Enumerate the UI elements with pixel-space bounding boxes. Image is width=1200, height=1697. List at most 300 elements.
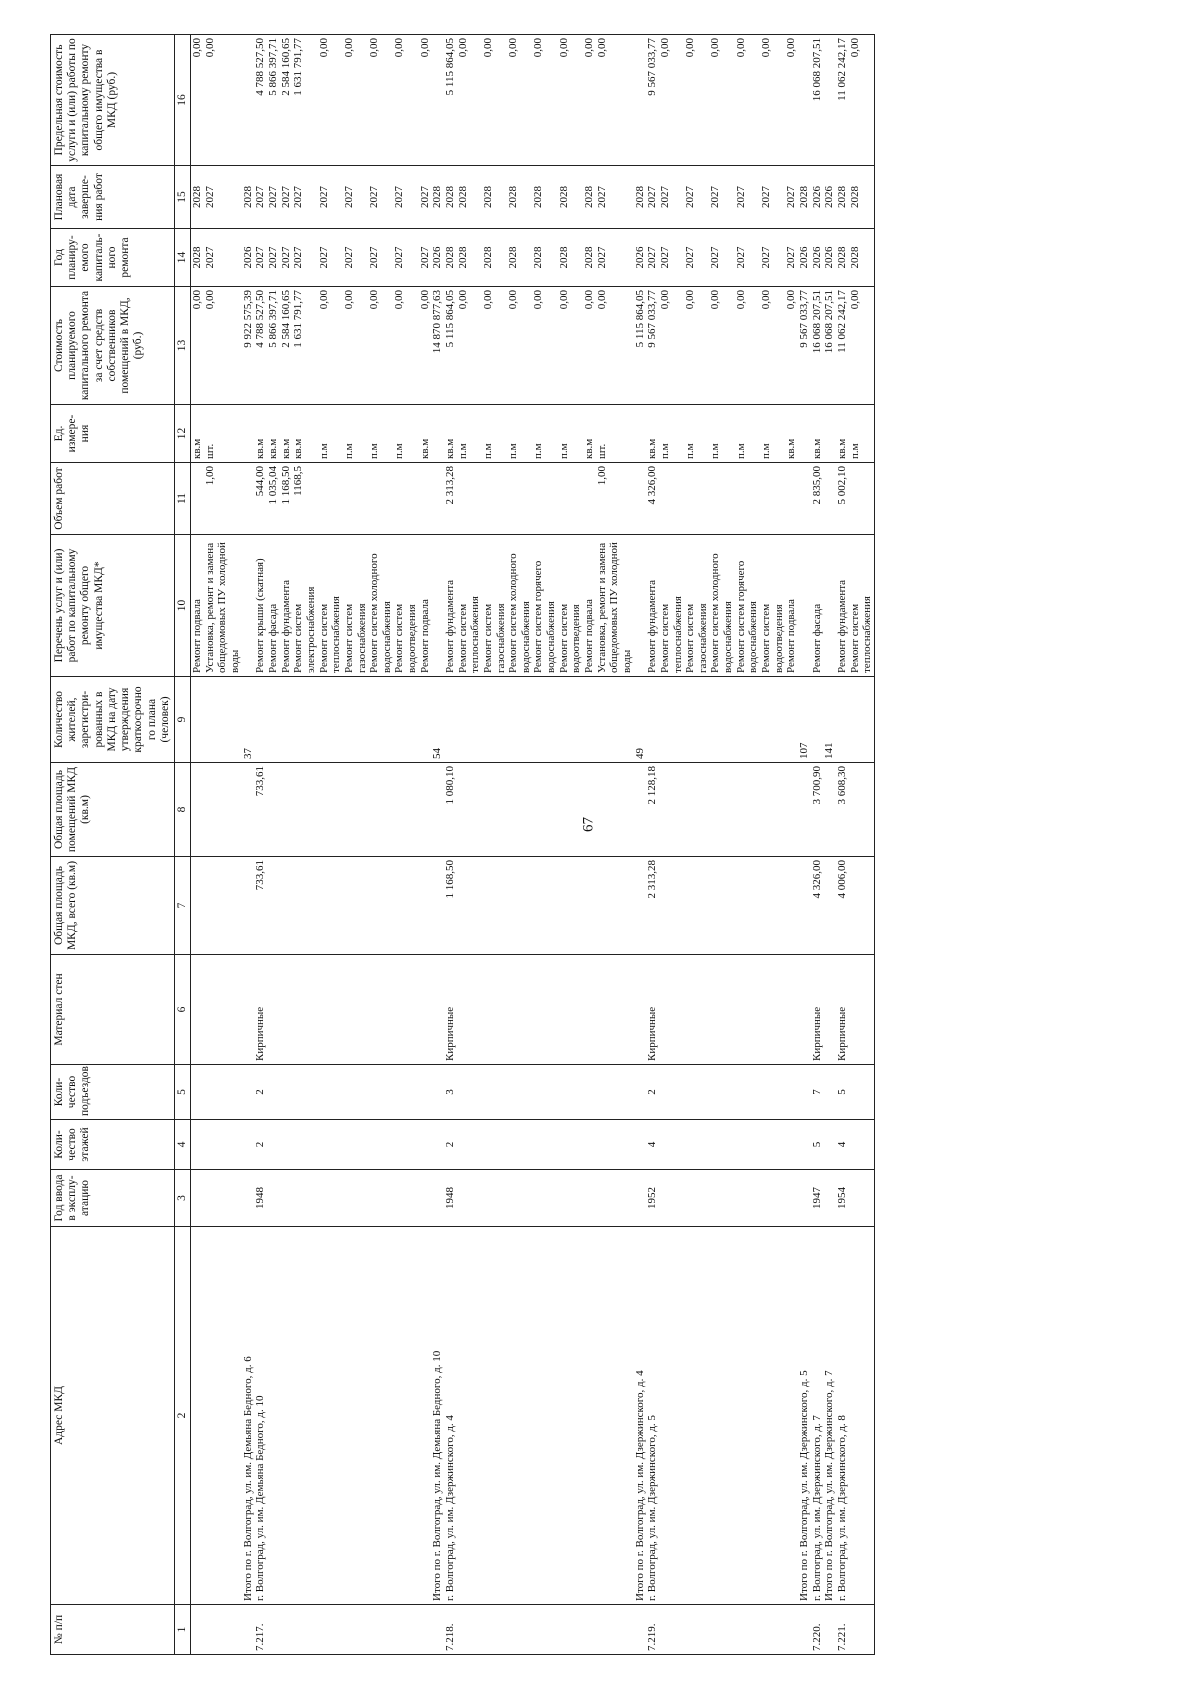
cell-row-number xyxy=(242,1605,255,1655)
col-header: Общая площадь помещений МКД (кв.м) xyxy=(51,763,175,857)
cell-repair-year: 2028 xyxy=(558,229,583,287)
cell-owner-cost: 14 870 877,63 xyxy=(431,287,444,405)
table-row xyxy=(596,35,634,1655)
cell-owner-cost: 0,00 xyxy=(191,287,204,405)
cell-max-cost: 0,00 xyxy=(457,35,482,166)
cell-max-cost xyxy=(242,35,255,166)
cell-unit: п.м xyxy=(482,405,507,463)
cell-owner-cost: 0,00 xyxy=(532,287,557,405)
cell-owner-cost: 0,00 xyxy=(583,287,596,405)
cell-floors: 4 xyxy=(836,1120,849,1170)
cell-entrances: 2 xyxy=(254,1065,267,1120)
table-row xyxy=(849,35,875,1655)
cell-floors xyxy=(242,1120,255,1170)
table-row xyxy=(368,35,393,1655)
col-header: Количество жителей, зарегистри-рованных в МКД на дату утверждения краткосрочно го плана (человек) xyxy=(51,677,175,763)
cell-residents xyxy=(760,677,785,763)
cell-address xyxy=(393,1227,418,1605)
cell-row-number xyxy=(849,1605,875,1655)
cell-completion-date: 2028 xyxy=(507,166,532,229)
cell-premises-area xyxy=(292,763,317,857)
cell-completion-date: 2027 xyxy=(646,166,659,229)
cell-entrances xyxy=(507,1065,532,1120)
cell-max-cost: 0,00 xyxy=(343,35,368,166)
cell-work-type: Ремонт систем холодного водоснабжения xyxy=(507,535,532,677)
cell-row-number: 7.217. xyxy=(254,1605,267,1655)
cell-premises-area xyxy=(580,763,597,857)
cell-max-cost: 1 631 791,77 xyxy=(292,35,317,166)
cell-completion-date: 2028 xyxy=(532,166,557,229)
cell-completion-date: 2028 xyxy=(849,166,875,229)
cell-work-type xyxy=(798,535,811,677)
cell-completion-date: 2028 xyxy=(482,166,507,229)
cell-completion-date: 2027 xyxy=(280,166,293,229)
cell-repair-year: 2027 xyxy=(709,229,734,287)
cell-work-type: Ремонт систем горячего водоснабжения xyxy=(532,535,557,677)
cell-wall-material xyxy=(191,955,204,1065)
cell-completion-date: 2028 xyxy=(583,166,596,229)
cell-row-number xyxy=(798,1605,811,1655)
table-row xyxy=(558,35,583,1655)
cell-premises-area xyxy=(280,763,293,857)
cell-unit: п.м xyxy=(684,405,709,463)
cell-total-area xyxy=(242,857,255,955)
cell-unit: кв.м xyxy=(836,405,849,463)
cell-max-cost: 5 866 397,71 xyxy=(267,35,280,166)
cell-entrances xyxy=(280,1065,293,1120)
cell-row-number xyxy=(583,1605,596,1655)
cell-residents xyxy=(444,677,457,763)
cell-premises-area xyxy=(634,763,647,857)
cell-owner-cost: 4 788 527,50 xyxy=(254,287,267,405)
cell-year-built xyxy=(709,1170,734,1227)
cell-work-type: Ремонт систем теплоснабжения xyxy=(659,535,684,677)
capital-repair-table xyxy=(50,34,875,1655)
col-header: Перечень услуг и (или) работ по капитальному ремонту общего имущества МКД* xyxy=(51,535,175,677)
cell-year-built xyxy=(798,1170,811,1227)
cell-owner-cost: 16 068 207,51 xyxy=(823,287,836,405)
cell-residents xyxy=(191,677,204,763)
cell-total-area: 2 313,28 xyxy=(646,857,659,955)
cell-row-number xyxy=(760,1605,785,1655)
cell-address xyxy=(583,1227,596,1605)
cell-residents xyxy=(596,677,634,763)
cell-work-volume xyxy=(318,463,343,535)
table-row xyxy=(583,35,596,1655)
cell-entrances xyxy=(532,1065,557,1120)
cell-floors xyxy=(393,1120,418,1170)
cell-unit: кв.м xyxy=(785,405,798,463)
cell-total-area xyxy=(785,857,798,955)
cell-max-cost: 0,00 xyxy=(684,35,709,166)
cell-premises-area xyxy=(532,763,557,857)
cell-work-type: Ремонт систем водоотведения xyxy=(558,535,583,677)
cell-residents xyxy=(583,677,596,763)
cell-year-built xyxy=(482,1170,507,1227)
cell-year-built xyxy=(419,1170,432,1227)
cell-year-built xyxy=(191,1170,204,1227)
cell-address: Итого по г. Волгоград, ул. им. Дзержинского, д. 7 xyxy=(823,1227,836,1605)
cell-work-type: Ремонт систем холодного водоснабжения xyxy=(709,535,734,677)
cell-work-type: Ремонт фасада xyxy=(811,535,824,677)
cell-address: Итого по г. Волгоград, ул. им. Дзержинского, д. 4 xyxy=(634,1227,647,1605)
cell-year-built: 1947 xyxy=(811,1170,824,1227)
cell-residents: 54 xyxy=(431,677,444,763)
col-number: 1 xyxy=(174,1605,190,1655)
cell-entrances xyxy=(204,1065,242,1120)
cell-address xyxy=(191,1227,204,1605)
cell-floors xyxy=(292,1120,317,1170)
cell-work-volume xyxy=(634,463,647,535)
cell-premises-area xyxy=(191,763,204,857)
cell-premises-area xyxy=(267,763,280,857)
cell-max-cost: 2 584 160,65 xyxy=(280,35,293,166)
cell-premises-area: 3 608,30 xyxy=(836,763,849,857)
cell-work-volume xyxy=(431,463,444,535)
cell-repair-year: 2027 xyxy=(646,229,659,287)
table-row xyxy=(836,35,849,1655)
cell-work-volume: 1 035,04 xyxy=(267,463,280,535)
cell-unit: кв.м xyxy=(267,405,280,463)
cell-floors xyxy=(684,1120,709,1170)
cell-wall-material: Кирпичные xyxy=(254,955,267,1065)
cell-unit: п.м xyxy=(849,405,875,463)
col-header: Ед. измере-ния xyxy=(51,405,175,463)
cell-owner-cost: 0,00 xyxy=(684,287,709,405)
cell-row-number xyxy=(267,1605,280,1655)
cell-address xyxy=(596,1227,634,1605)
cell-repair-year: 2027 xyxy=(785,229,798,287)
cell-max-cost: 0,00 xyxy=(785,35,798,166)
cell-wall-material xyxy=(709,955,734,1065)
cell-work-type: Ремонт фундамента xyxy=(280,535,293,677)
cell-completion-date: 2028 xyxy=(558,166,583,229)
cell-unit xyxy=(823,405,836,463)
cell-row-number xyxy=(596,1605,634,1655)
table-row xyxy=(760,35,785,1655)
cell-owner-cost: 9 567 033,77 xyxy=(646,287,659,405)
cell-row-number xyxy=(292,1605,317,1655)
cell-work-type xyxy=(431,535,444,677)
cell-work-volume xyxy=(760,463,785,535)
cell-floors: 2 xyxy=(444,1120,457,1170)
cell-total-area: 4 326,00 xyxy=(811,857,824,955)
cell-max-cost xyxy=(634,35,647,166)
cell-address xyxy=(532,1227,557,1605)
cell-year-built xyxy=(242,1170,255,1227)
cell-year-built xyxy=(507,1170,532,1227)
cell-total-area xyxy=(457,857,482,955)
cell-floors: 4 xyxy=(646,1120,659,1170)
cell-year-built: 1948 xyxy=(444,1170,457,1227)
cell-owner-cost: 0,00 xyxy=(507,287,532,405)
cell-residents xyxy=(836,677,849,763)
cell-residents xyxy=(659,677,684,763)
table-row xyxy=(482,35,507,1655)
cell-address xyxy=(709,1227,734,1605)
cell-wall-material xyxy=(343,955,368,1065)
cell-max-cost: 9 567 033,77 xyxy=(646,35,659,166)
cell-max-cost: 0,00 xyxy=(368,35,393,166)
table-row xyxy=(419,35,432,1655)
cell-address xyxy=(457,1227,482,1605)
cell-premises-area: 2 128,18 xyxy=(646,763,659,857)
cell-address: г. Волгоград, ул. им. Дзержинского, д. 7 xyxy=(811,1227,824,1605)
cell-floors xyxy=(280,1120,293,1170)
cell-premises-area xyxy=(684,763,709,857)
cell-repair-year: 2027 xyxy=(254,229,267,287)
cell-unit: п.м xyxy=(457,405,482,463)
cell-row-number xyxy=(735,1605,760,1655)
rotated-table-container xyxy=(50,35,1153,1655)
cell-wall-material xyxy=(634,955,647,1065)
cell-address xyxy=(204,1227,242,1605)
cell-repair-year: 2026 xyxy=(811,229,824,287)
cell-residents xyxy=(507,677,532,763)
cell-premises-area xyxy=(242,763,255,857)
cell-row-number xyxy=(280,1605,293,1655)
cell-completion-date: 2027 xyxy=(267,166,280,229)
cell-premises-area xyxy=(823,763,836,857)
cell-premises-area xyxy=(798,763,811,857)
cell-repair-year: 2027 xyxy=(596,229,634,287)
cell-total-area xyxy=(583,857,596,955)
cell-work-volume xyxy=(558,463,583,535)
cell-completion-date: 2028 xyxy=(444,166,457,229)
cell-work-volume: 4 326,00 xyxy=(646,463,659,535)
cell-wall-material xyxy=(457,955,482,1065)
cell-repair-year: 2027 xyxy=(204,229,242,287)
cell-owner-cost: 11 062 242,17 xyxy=(836,287,849,405)
cell-max-cost xyxy=(823,35,836,166)
cell-entrances xyxy=(242,1065,255,1120)
cell-wall-material xyxy=(684,955,709,1065)
col-header: Стоимость планируемого капитального ремонта за счет средств собственников помещений в МКД, (руб.) xyxy=(51,287,175,405)
cell-premises-area xyxy=(507,763,532,857)
cell-repair-year: 2026 xyxy=(634,229,647,287)
cell-wall-material xyxy=(760,955,785,1065)
cell-total-area xyxy=(684,857,709,955)
cell-unit: шт. xyxy=(204,405,242,463)
cell-completion-date: 2027 xyxy=(343,166,368,229)
cell-completion-date: 2027 xyxy=(785,166,798,229)
page-number: 67 xyxy=(580,817,597,832)
cell-work-volume xyxy=(798,463,811,535)
cell-residents xyxy=(646,677,659,763)
cell-total-area xyxy=(343,857,368,955)
cell-residents xyxy=(811,677,824,763)
cell-floors xyxy=(431,1120,444,1170)
cell-residents xyxy=(785,677,798,763)
cell-unit: п.м xyxy=(760,405,785,463)
cell-unit: кв.м xyxy=(292,405,317,463)
cell-total-area xyxy=(558,857,583,955)
cell-unit: п.м xyxy=(507,405,532,463)
cell-repair-year: 2027 xyxy=(684,229,709,287)
cell-completion-date: 2028 xyxy=(798,166,811,229)
cell-work-type: Ремонт подвала xyxy=(191,535,204,677)
cell-repair-year: 2028 xyxy=(836,229,849,287)
cell-floors xyxy=(482,1120,507,1170)
cell-row-number xyxy=(659,1605,684,1655)
cell-entrances xyxy=(849,1065,875,1120)
cell-work-volume xyxy=(242,463,255,535)
cell-total-area xyxy=(507,857,532,955)
cell-residents xyxy=(280,677,293,763)
table-row xyxy=(204,35,242,1655)
cell-owner-cost: 5 866 397,71 xyxy=(267,287,280,405)
cell-wall-material xyxy=(431,955,444,1065)
cell-repair-year: 2027 xyxy=(760,229,785,287)
cell-entrances: 2 xyxy=(646,1065,659,1120)
cell-repair-year: 2028 xyxy=(849,229,875,287)
cell-year-built xyxy=(849,1170,875,1227)
cell-repair-year: 2027 xyxy=(343,229,368,287)
cell-row-number: 7.219. xyxy=(646,1605,659,1655)
cell-residents xyxy=(393,677,418,763)
cell-row-number xyxy=(532,1605,557,1655)
cell-year-built xyxy=(684,1170,709,1227)
cell-premises-area xyxy=(343,763,368,857)
cell-floors: 2 xyxy=(254,1120,267,1170)
cell-wall-material xyxy=(849,955,875,1065)
cell-unit: п.м xyxy=(343,405,368,463)
cell-repair-year: 2027 xyxy=(368,229,393,287)
cell-work-volume: 1 168,50 xyxy=(280,463,293,535)
cell-unit: кв.м xyxy=(254,405,267,463)
cell-row-number: 7.218. xyxy=(444,1605,457,1655)
cell-owner-cost: 1 631 791,77 xyxy=(292,287,317,405)
cell-unit: кв.м xyxy=(646,405,659,463)
cell-entrances xyxy=(267,1065,280,1120)
cell-repair-year: 2027 xyxy=(735,229,760,287)
cell-work-type: Ремонт систем горячего водоснабжения xyxy=(735,535,760,677)
cell-year-built xyxy=(532,1170,557,1227)
col-number: 6 xyxy=(174,955,190,1065)
cell-premises-area: 1 080,10 xyxy=(444,763,457,857)
cell-owner-cost: 0,00 xyxy=(709,287,734,405)
cell-entrances xyxy=(583,1065,596,1120)
cell-floors xyxy=(532,1120,557,1170)
table-row xyxy=(684,35,709,1655)
cell-unit: п.м xyxy=(659,405,684,463)
cell-year-built xyxy=(280,1170,293,1227)
cell-floors xyxy=(368,1120,393,1170)
cell-unit xyxy=(431,405,444,463)
cell-max-cost: 16 068 207,51 xyxy=(811,35,824,166)
table-row xyxy=(393,35,418,1655)
cell-completion-date: 2027 xyxy=(204,166,242,229)
cell-row-number xyxy=(507,1605,532,1655)
cell-address xyxy=(760,1227,785,1605)
cell-row-number xyxy=(393,1605,418,1655)
cell-year-built xyxy=(267,1170,280,1227)
cell-wall-material xyxy=(785,955,798,1065)
cell-max-cost: 0,00 xyxy=(849,35,875,166)
table-row xyxy=(634,35,647,1655)
cell-repair-year: 2027 xyxy=(280,229,293,287)
cell-row-number xyxy=(558,1605,583,1655)
cell-work-volume xyxy=(343,463,368,535)
cell-wall-material xyxy=(735,955,760,1065)
cell-address xyxy=(482,1227,507,1605)
cell-repair-year: 2026 xyxy=(798,229,811,287)
cell-year-built xyxy=(634,1170,647,1227)
cell-owner-cost: 16 068 207,51 xyxy=(811,287,824,405)
cell-owner-cost: 0,00 xyxy=(849,287,875,405)
cell-residents xyxy=(254,677,267,763)
cell-premises-area xyxy=(558,763,583,857)
cell-wall-material xyxy=(596,955,634,1065)
cell-wall-material: Кирпичные xyxy=(811,955,824,1065)
cell-owner-cost: 0,00 xyxy=(596,287,634,405)
cell-completion-date: 2027 xyxy=(318,166,343,229)
cell-wall-material xyxy=(659,955,684,1065)
table-row xyxy=(709,35,734,1655)
cell-completion-date: 2028 xyxy=(457,166,482,229)
cell-address xyxy=(849,1227,875,1605)
cell-repair-year: 2027 xyxy=(267,229,280,287)
cell-floors xyxy=(507,1120,532,1170)
cell-entrances xyxy=(558,1065,583,1120)
cell-work-type: Ремонт фундамента xyxy=(836,535,849,677)
cell-owner-cost: 0,00 xyxy=(558,287,583,405)
cell-wall-material xyxy=(798,955,811,1065)
cell-entrances xyxy=(343,1065,368,1120)
cell-completion-date: 2026 xyxy=(823,166,836,229)
cell-unit: п.м xyxy=(368,405,393,463)
cell-residents xyxy=(849,677,875,763)
cell-row-number: 7.221. xyxy=(836,1605,849,1655)
cell-floors xyxy=(709,1120,734,1170)
cell-residents xyxy=(558,677,583,763)
table-row xyxy=(191,35,204,1655)
cell-repair-year: 2028 xyxy=(482,229,507,287)
cell-row-number xyxy=(204,1605,242,1655)
cell-wall-material xyxy=(318,955,343,1065)
cell-work-volume xyxy=(368,463,393,535)
cell-unit: кв.м xyxy=(583,405,596,463)
cell-address: г. Волгоград, ул. им. Дзержинского, д. 8 xyxy=(836,1227,849,1605)
cell-year-built xyxy=(368,1170,393,1227)
cell-row-number xyxy=(431,1605,444,1655)
cell-floors xyxy=(267,1120,280,1170)
cell-floors xyxy=(735,1120,760,1170)
col-number: 11 xyxy=(174,463,190,535)
cell-total-area xyxy=(431,857,444,955)
cell-entrances xyxy=(785,1065,798,1120)
cell-row-number: 7.220. xyxy=(811,1605,824,1655)
cell-work-volume xyxy=(457,463,482,535)
cell-max-cost: 0,00 xyxy=(204,35,242,166)
cell-work-volume xyxy=(393,463,418,535)
cell-row-number xyxy=(482,1605,507,1655)
cell-owner-cost: 9 567 033,77 xyxy=(798,287,811,405)
col-number: 12 xyxy=(174,405,190,463)
cell-owner-cost: 0,00 xyxy=(482,287,507,405)
cell-unit: шт. xyxy=(596,405,634,463)
cell-year-built xyxy=(343,1170,368,1227)
cell-work-type: Ремонт крыши (скатная) xyxy=(254,535,267,677)
cell-completion-date: 2027 xyxy=(684,166,709,229)
cell-unit: п.м xyxy=(318,405,343,463)
cell-year-built xyxy=(785,1170,798,1227)
cell-work-type: Ремонт систем электроснабжения xyxy=(292,535,317,677)
cell-work-volume xyxy=(849,463,875,535)
cell-row-number xyxy=(823,1605,836,1655)
cell-entrances xyxy=(596,1065,634,1120)
cell-address xyxy=(785,1227,798,1605)
